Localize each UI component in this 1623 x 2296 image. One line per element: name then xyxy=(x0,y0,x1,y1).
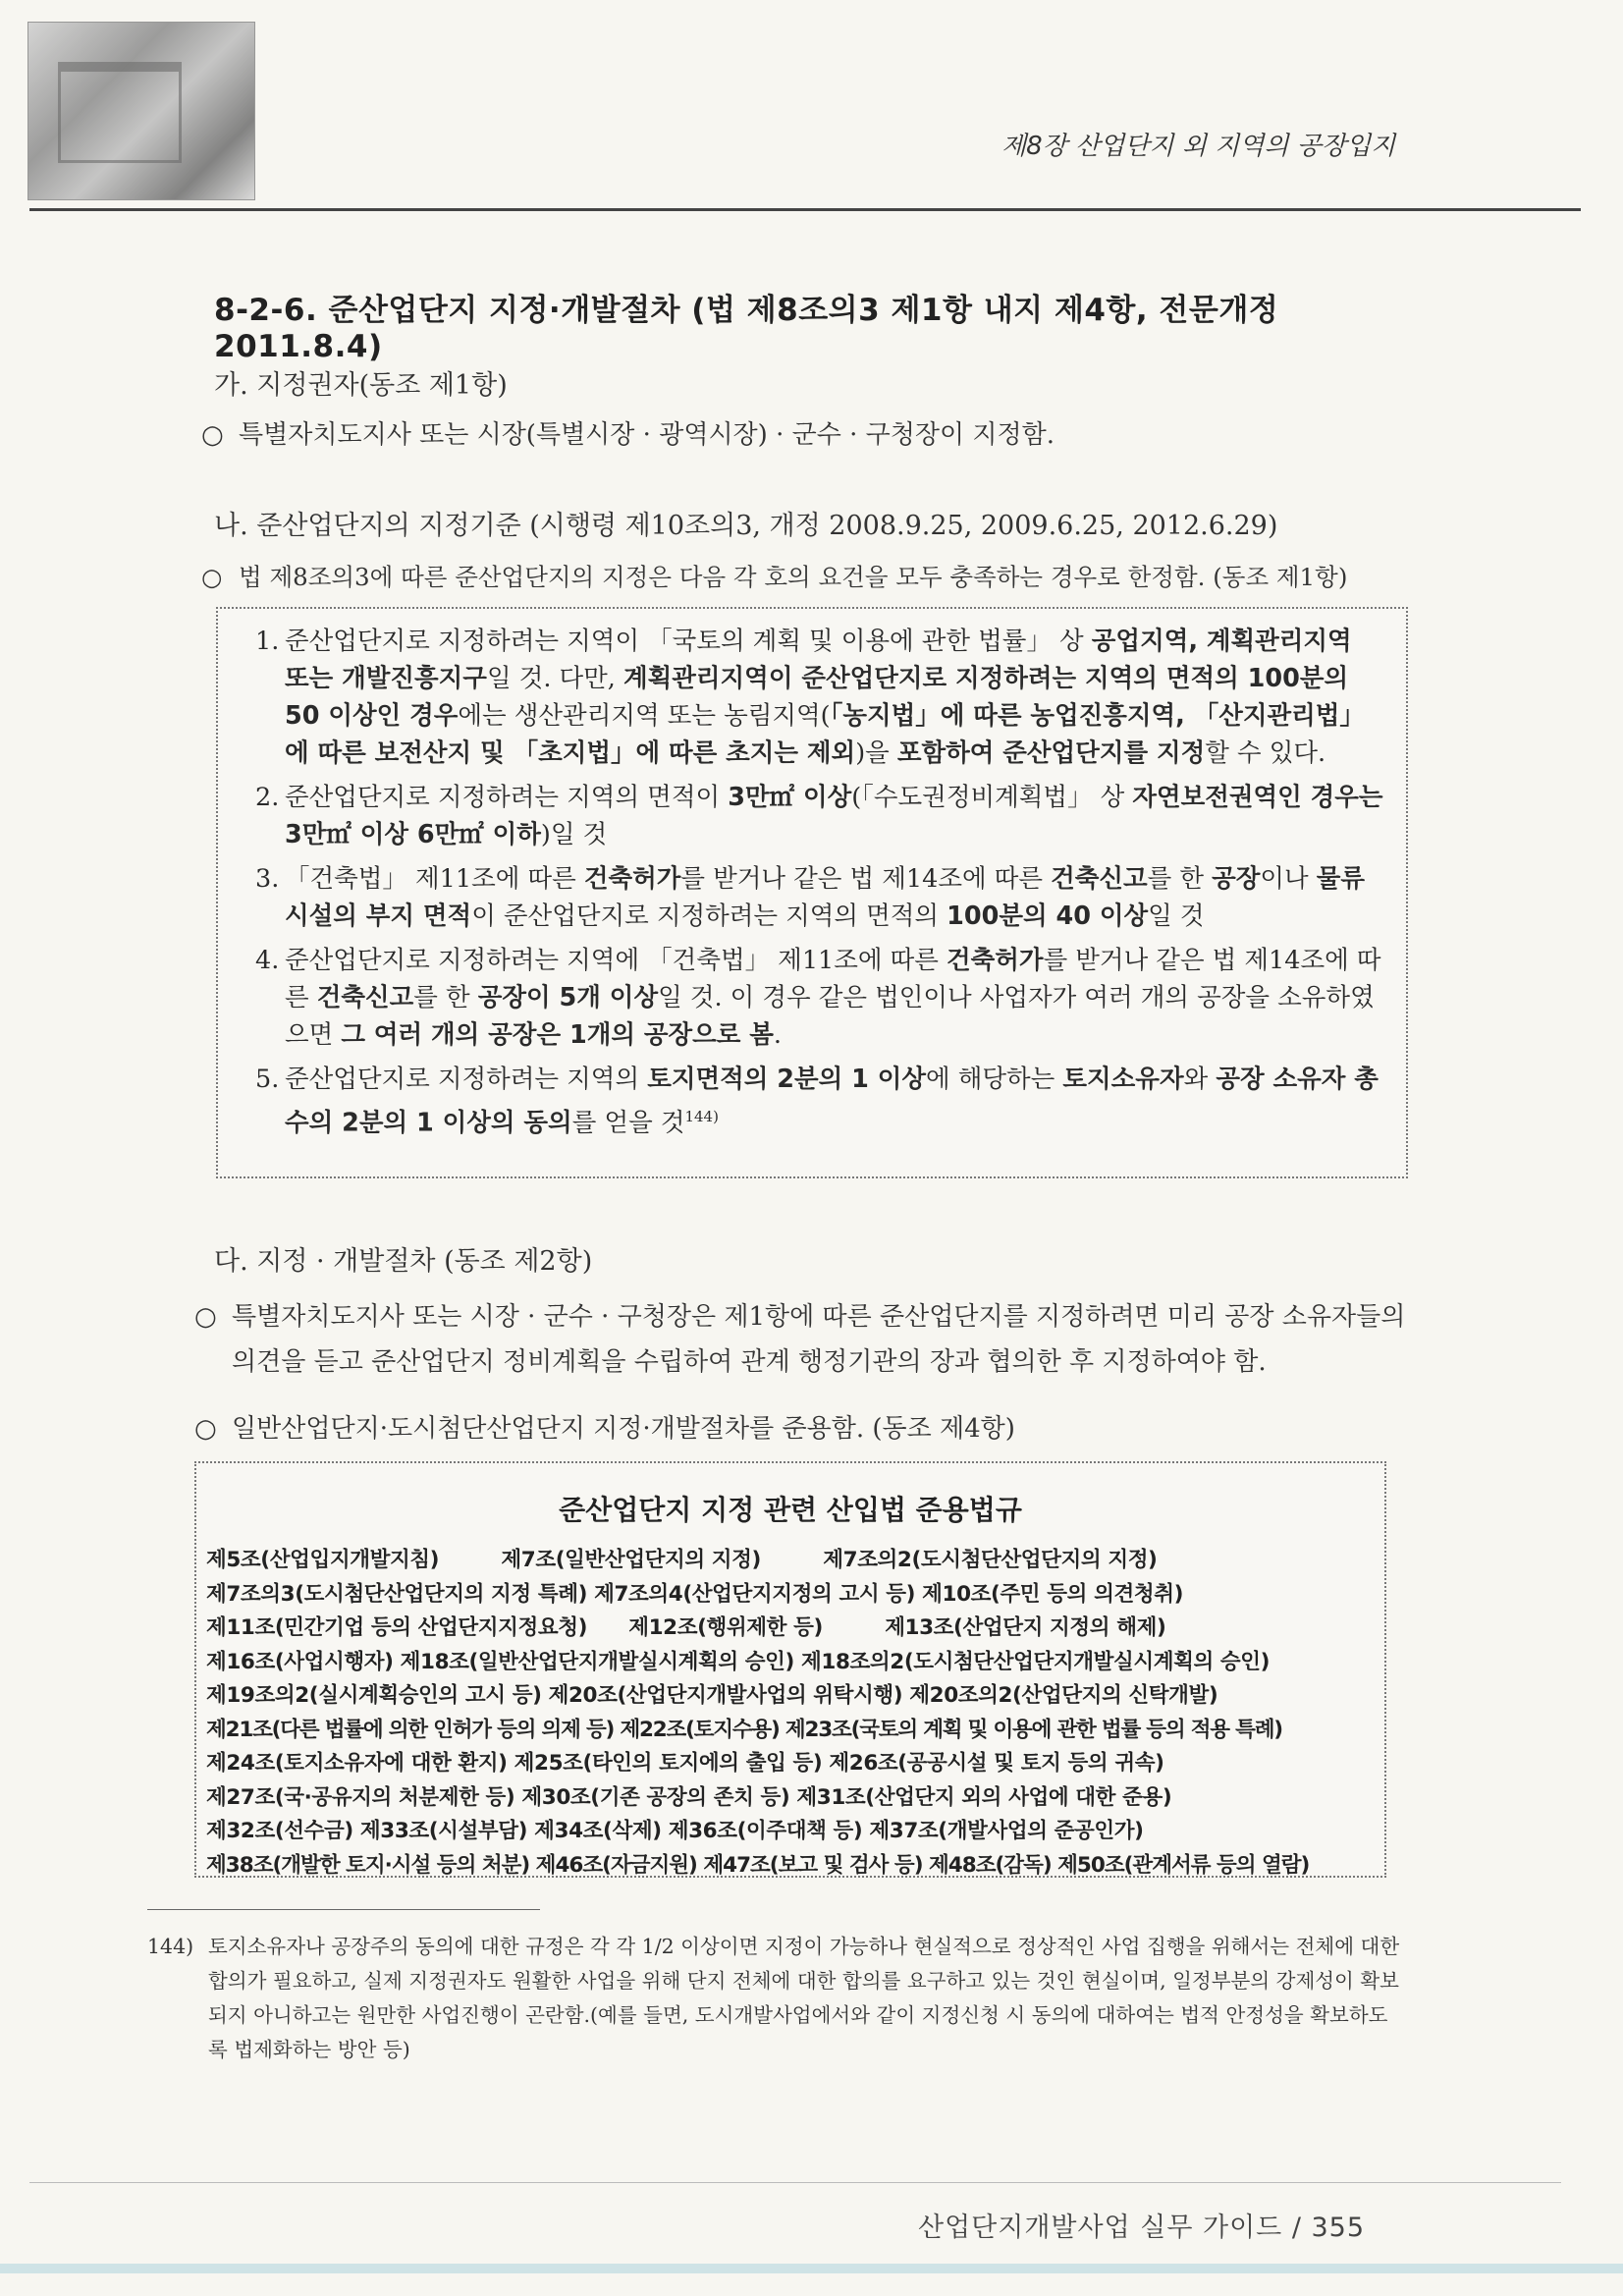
da-bullet-1 xyxy=(194,1294,1410,1385)
law-reference-box xyxy=(194,1461,1386,1878)
subsection-na-title: 나. 준산업단지의 지정기준 (시행령 제10조의3, 개정 2008.9.25, 2009.6.25, 2012.6.29) xyxy=(214,511,1278,541)
subsection-ga-title: 가. 지정권자(동조 제1항) xyxy=(214,370,508,401)
bullet-circle-icon: ○ xyxy=(194,1302,217,1332)
criteria-list xyxy=(255,623,1384,1149)
criteria-item-1: 1. 준산업단지로 지정하려는 지역이 「국토의 계획 및 이용에 관한 법률」 상 공업지역, 계획관리지역 또는 개발진흥지구일 것. 다만, 계획관리지역이 준산업단지로 지정하려는 지역의 면적의 100분의 50 이상인 경우에는 생산관리지역 또는 농림지역(「농지법」에 따른 농업진흥지역, 「산지관리법」에 따른 보전산지 및 「초지법」에 따른 초지는 제외)을 포함하여 준산업단지를 지정할 수 있다. xyxy=(255,627,1365,768)
header-photo xyxy=(27,22,255,200)
criteria-box xyxy=(216,607,1408,1178)
footnote-number: 144) xyxy=(147,1935,194,1958)
subsection-da-title: 다. 지정 · 개발절차 (동조 제2항) xyxy=(214,1246,593,1277)
footnote-ref: 144) xyxy=(684,1108,719,1125)
ga-bullet xyxy=(201,412,1397,458)
na-bullet xyxy=(201,555,1417,600)
da-bullet-1-text: 특별자치도지사 또는 시장 · 군수 · 구청장은 제1항에 따른 준산업단지를 지정하려면 미리 공장 소유자들의 의견을 듣고 준산업단지 정비계획을 수립하여 관계 행정기관의 장과 협의한 후 지정하여야 함. xyxy=(232,1302,1406,1377)
na-bullet-text: 법 제8조의3에 따른 준산업단지의 지정은 다음 각 호의 요건을 모두 충족하는 경우로 한정함. (동조 제1항) xyxy=(239,563,1348,591)
da-bullet-2-text: 일반산업단지·도시첨단산업단지 지정·개발절차를 준용함. (동조 제4항) xyxy=(232,1414,1015,1444)
criteria-item-3: 3. 「건축법」 제11조에 따른 건축허가를 받거나 같은 법 제14조에 따른 건축신고를 한 공장이나 물류시설의 부지 면적이 준산업단지로 지정하려는 지역의 면적의 100분의 40 이상일 것 xyxy=(255,864,1366,931)
footnote xyxy=(147,1930,1404,2067)
footnote-divider xyxy=(147,1909,540,1910)
section-heading: 8-2-6. 준산업단지 지정·개발절차 (법 제8조의3 제1항 내지 제4항, 전문개정 2011.8.4) xyxy=(214,293,1279,364)
law-line: 제21조(다른 법률에 의한 인허가 등의 의제 등) 제22조(토지수용) 제23조(국토의 계획 및 이용에 관한 법률 등의 적용 특례) xyxy=(206,1717,1282,1742)
page-footer: 산업단지개발사업 실무 가이드 / 355 xyxy=(918,2213,1366,2243)
criteria-item-2: 2. 준산업단지로 지정하려는 지역의 면적이 3만㎡ 이상(「수도권정비계획법」 상 자연보전권역인 경우는 3만㎡ 이상 6만㎡ 이하)일 것 xyxy=(255,783,1383,849)
law-line: 제16조(사업시행자) 제18조(일반산업단지개발실시계획의 승인) 제18조의2(도시첨단산업단지개발실시계획의 승인) xyxy=(206,1649,1271,1674)
header-divider xyxy=(29,208,1581,211)
footnote-text: 토지소유자나 공장주의 동의에 대한 규정은 각 각 1/2 이상이면 지정이 가능하나 현실적으로 정상적인 사업 집행을 위해서는 전체에 대한 합의가 필요하고, 실제 지정권자도 원활한 사업을 위해 단지 전체에 대한 합의를 요구하고 있는 것인 현실이며, 일정부분의 강제성이 확보되지 아니하고는 원만한 사업진행이 곤란함.(예를 들면, 도시개발사업에서와 같이 지정신청 시 동의에 대하여는 법적 안정성을 확보하도록 법제화하는 방안 등) xyxy=(208,1935,1400,2061)
da-bullet-2 xyxy=(194,1406,1410,1451)
law-line: 제11조(민간기업 등의 산업단지지정요청) 제12조(행위제한 등) 제13조(산업단지 지정의 해제) xyxy=(206,1615,1166,1640)
footer-divider xyxy=(29,2182,1561,2183)
bottom-band xyxy=(0,2264,1623,2273)
ga-bullet-text: 특별자치도지사 또는 시장(특별시장 · 광역시장) · 군수 · 구청장이 지정함. xyxy=(239,420,1055,450)
law-line: 제5조(산업입지개발지침) 제7조(일반산업단지의 지정) 제7조의2(도시첨단산업단지의 지정) xyxy=(206,1548,1158,1572)
criteria-item-5: 5. 준산업단지로 지정하려는 지역의 토지면적의 2분의 1 이상에 해당하는 토지소유자와 공장 소유자 총수의 2분의 1 이상의 동의를 얻을 것$^{144)}$ xyxy=(255,1065,1379,1138)
law-line: 제27조(국·공유지의 처분제한 등) 제30조(기존 공장의 존치 등) 제31조(산업단지 외의 사업에 대한 준용) xyxy=(206,1784,1172,1810)
criteria-item-4: 4. 준산업단지로 지정하려는 지역에 「건축법」 제11조에 따른 건축허가를 받거나 같은 법 제14조에 따른 건축신고를 한 공장이 5개 이상일 것. 이 경우 같은 법인이나 사업자가 여러 개의 공장을 소유하였으면 그 여러 개의 공장은 1개의 공장으로 봄. xyxy=(255,946,1381,1050)
law-box-title: 준산업단지 지정 관련 산입법 준용법규 xyxy=(559,1494,1022,1526)
law-line: 제38조(개발한 토지·시설 등의 처분) 제46조(자금지원) 제47조(보고 및 검사 등) 제48조(감독) 제50조(관계서류 등의 열람) xyxy=(206,1852,1310,1878)
law-line: 제19조의2(실시계획승인의 고시 등) 제20조(산업단지개발사업의 위탁시행) 제20조의2(산업단지의 신탁개발) xyxy=(206,1683,1218,1708)
law-list xyxy=(206,1544,1375,1883)
bullet-circle-icon: ○ xyxy=(194,1414,217,1444)
law-line: 제24조(토지소유자에 대한 환지) 제25조(타인의 토지에의 출입 등) 제26조(공공시설 및 토지 등의 귀속) xyxy=(206,1751,1164,1776)
law-line: 제7조의3(도시첨단산업단지의 지정 특례) 제7조의4(산업단지지정의 고시 등) 제10조(주민 등의 의견청취) xyxy=(206,1581,1183,1607)
bullet-circle-icon: ○ xyxy=(201,563,223,591)
bullet-circle-icon: ○ xyxy=(201,420,224,450)
chapter-title: 제8장 산업단지 외 지역의 공장입지 xyxy=(1001,132,1396,161)
law-line: 제32조(선수금) 제33조(시설부담) 제34조(삭제) 제36조(이주대책 등) 제37조(개발사업의 준공인가) xyxy=(206,1819,1144,1843)
